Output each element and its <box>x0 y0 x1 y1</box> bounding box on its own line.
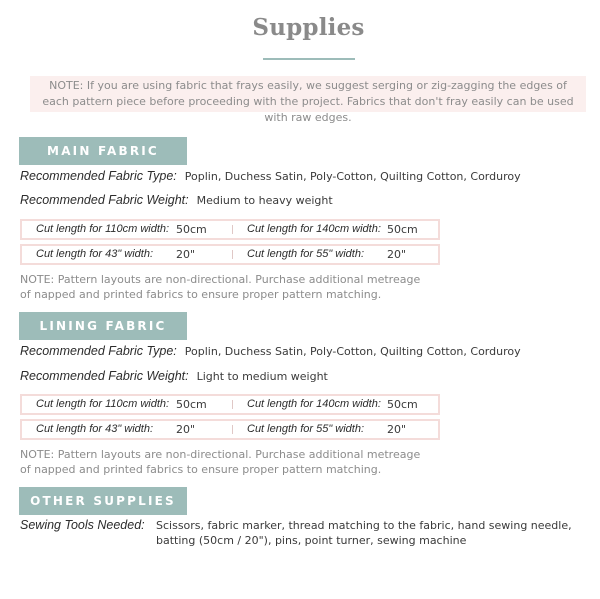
cut-value-140cm: 50cm <box>387 398 418 411</box>
cut-label-110cm: Cut length for 110cm width: <box>36 398 170 410</box>
sewing-tools-value: Scissors, fabric marker, thread matching to the fabric, hand sewing needle, batting (50cm / 20"), pins, point turner, sewing machine <box>156 519 572 547</box>
main-fabric-type-value: Poplin, Duchess Satin, Poly-Cotton, Quilting Cotton, Corduroy <box>184 170 521 183</box>
main-fabric-note: NOTE: Pattern layouts are non-directional. Purchase additional metreage of napped and printed fabrics to ensure proper pattern matching. <box>20 273 421 301</box>
main-fabric-header: MAIN FABRIC <box>19 137 187 165</box>
main-fabric-type <box>20 169 521 184</box>
main-fabric-type-label: Recommended Fabric Type: <box>20 169 177 183</box>
lining-cut-row-imperial <box>20 419 440 440</box>
cut-value-110cm: 50cm <box>176 223 207 236</box>
lining-fabric-type-label: Recommended Fabric Type: <box>20 344 177 358</box>
cut-label-140cm: Cut length for 140cm width: <box>247 398 381 410</box>
cut-value-43in: 20" <box>176 248 196 261</box>
cut-label-43in: Cut length for 43" width: <box>36 423 154 435</box>
lining-fabric-header: LINING FABRIC <box>19 312 187 340</box>
fraying-note: NOTE: If you are using fabric that frays easily, we suggest serging or zig-zagging the edges of each pattern piece before proceeding with the project. Fabrics that don't fray easily can be used with raw edges. <box>30 76 586 112</box>
cut-value-140cm: 50cm <box>387 223 418 236</box>
lining-cut-row-metric <box>20 394 440 415</box>
other-supplies-header: OTHER SUPPLIES <box>19 487 187 515</box>
lining-fabric-type <box>20 344 521 359</box>
cut-value-55in: 20" <box>387 423 407 436</box>
sewing-tools-label: Sewing Tools Needed: <box>20 518 145 532</box>
cut-value-43in: 20" <box>176 423 196 436</box>
page-title: Supplies <box>252 14 365 41</box>
cut-label-140cm: Cut length for 140cm width: <box>247 223 381 235</box>
cut-value-55in: 20" <box>387 248 407 261</box>
main-fabric-weight <box>20 193 333 208</box>
main-fabric-weight-value: Medium to heavy weight <box>196 194 333 207</box>
cut-value-110cm: 50cm <box>176 398 207 411</box>
cut-row-divider <box>232 225 233 234</box>
cut-label-55in: Cut length for 55" width: <box>247 423 365 435</box>
main-cut-row-imperial <box>20 244 440 265</box>
cut-label-55in: Cut length for 55" width: <box>247 248 365 260</box>
lining-fabric-weight <box>20 369 328 384</box>
cut-row-divider <box>232 250 233 259</box>
lining-fabric-note: NOTE: Pattern layouts are non-directional. Purchase additional metreage of napped and printed fabrics to ensure proper pattern matching. <box>20 448 421 476</box>
main-fabric-weight-label: Recommended Fabric Weight: <box>20 193 189 207</box>
lining-fabric-type-value: Poplin, Duchess Satin, Poly-Cotton, Quilting Cotton, Corduroy <box>184 345 521 358</box>
main-cut-row-metric <box>20 219 440 240</box>
cut-label-110cm: Cut length for 110cm width: <box>36 223 170 235</box>
cut-label-43in: Cut length for 43" width: <box>36 248 154 260</box>
title-underline <box>263 58 355 60</box>
lining-fabric-weight-value: Light to medium weight <box>196 370 328 383</box>
cut-row-divider <box>232 425 233 434</box>
cut-row-divider <box>232 400 233 409</box>
lining-fabric-weight-label: Recommended Fabric Weight: <box>20 369 189 383</box>
